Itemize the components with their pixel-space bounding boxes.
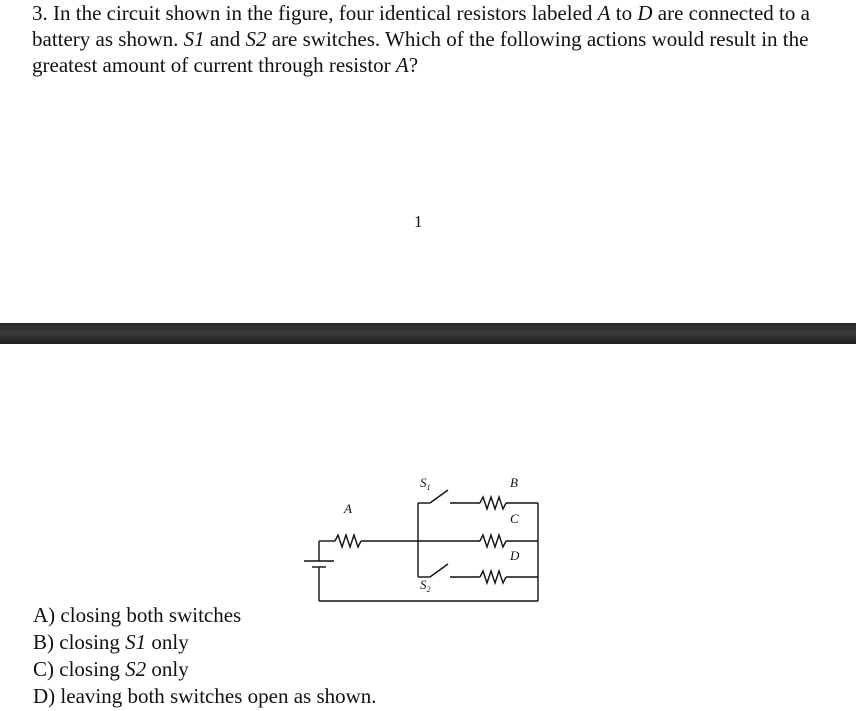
label-d: D (510, 548, 520, 563)
resistor-a-ref: A (597, 1, 611, 25)
resistor-c (480, 535, 506, 547)
question-number: 3. (32, 1, 48, 25)
option-b[interactable]: B) closing S1 only (33, 630, 189, 654)
label-s2: $S_2$ (420, 577, 431, 594)
switch-s2-ref: S2 (245, 27, 267, 51)
resistor-a-ref-2: A (395, 53, 409, 77)
resistor-a (335, 535, 361, 547)
option-c[interactable]: C) closing S2 only (33, 657, 189, 681)
label-a: A (344, 501, 352, 516)
question-text: 3. In the circuit shown in the figure, four identical resistors labeled A to D are connected to a battery as shown. S1 and S2 are switches. Which of the following actions would result in the greatest amount of current through resistor A? (32, 1, 810, 77)
option-d[interactable]: D) leaving both switches open as shown. (33, 684, 377, 708)
page-number: 1 (414, 212, 423, 231)
circuit-diagram (290, 465, 550, 605)
label-s1: $S_1$ (420, 475, 431, 492)
resistor-d-ref: D (637, 1, 653, 25)
label-c: C (510, 511, 519, 526)
label-b: B (510, 475, 518, 490)
answer-options (33, 602, 377, 710)
resistor-b (480, 497, 506, 509)
switch-s1 (430, 490, 448, 503)
page-divider-bar (0, 323, 856, 344)
option-a[interactable]: A) closing both switches (33, 603, 242, 627)
switch-s2 (430, 564, 448, 577)
switch-s1-ref: S1 (183, 27, 205, 51)
resistor-d (480, 571, 506, 583)
